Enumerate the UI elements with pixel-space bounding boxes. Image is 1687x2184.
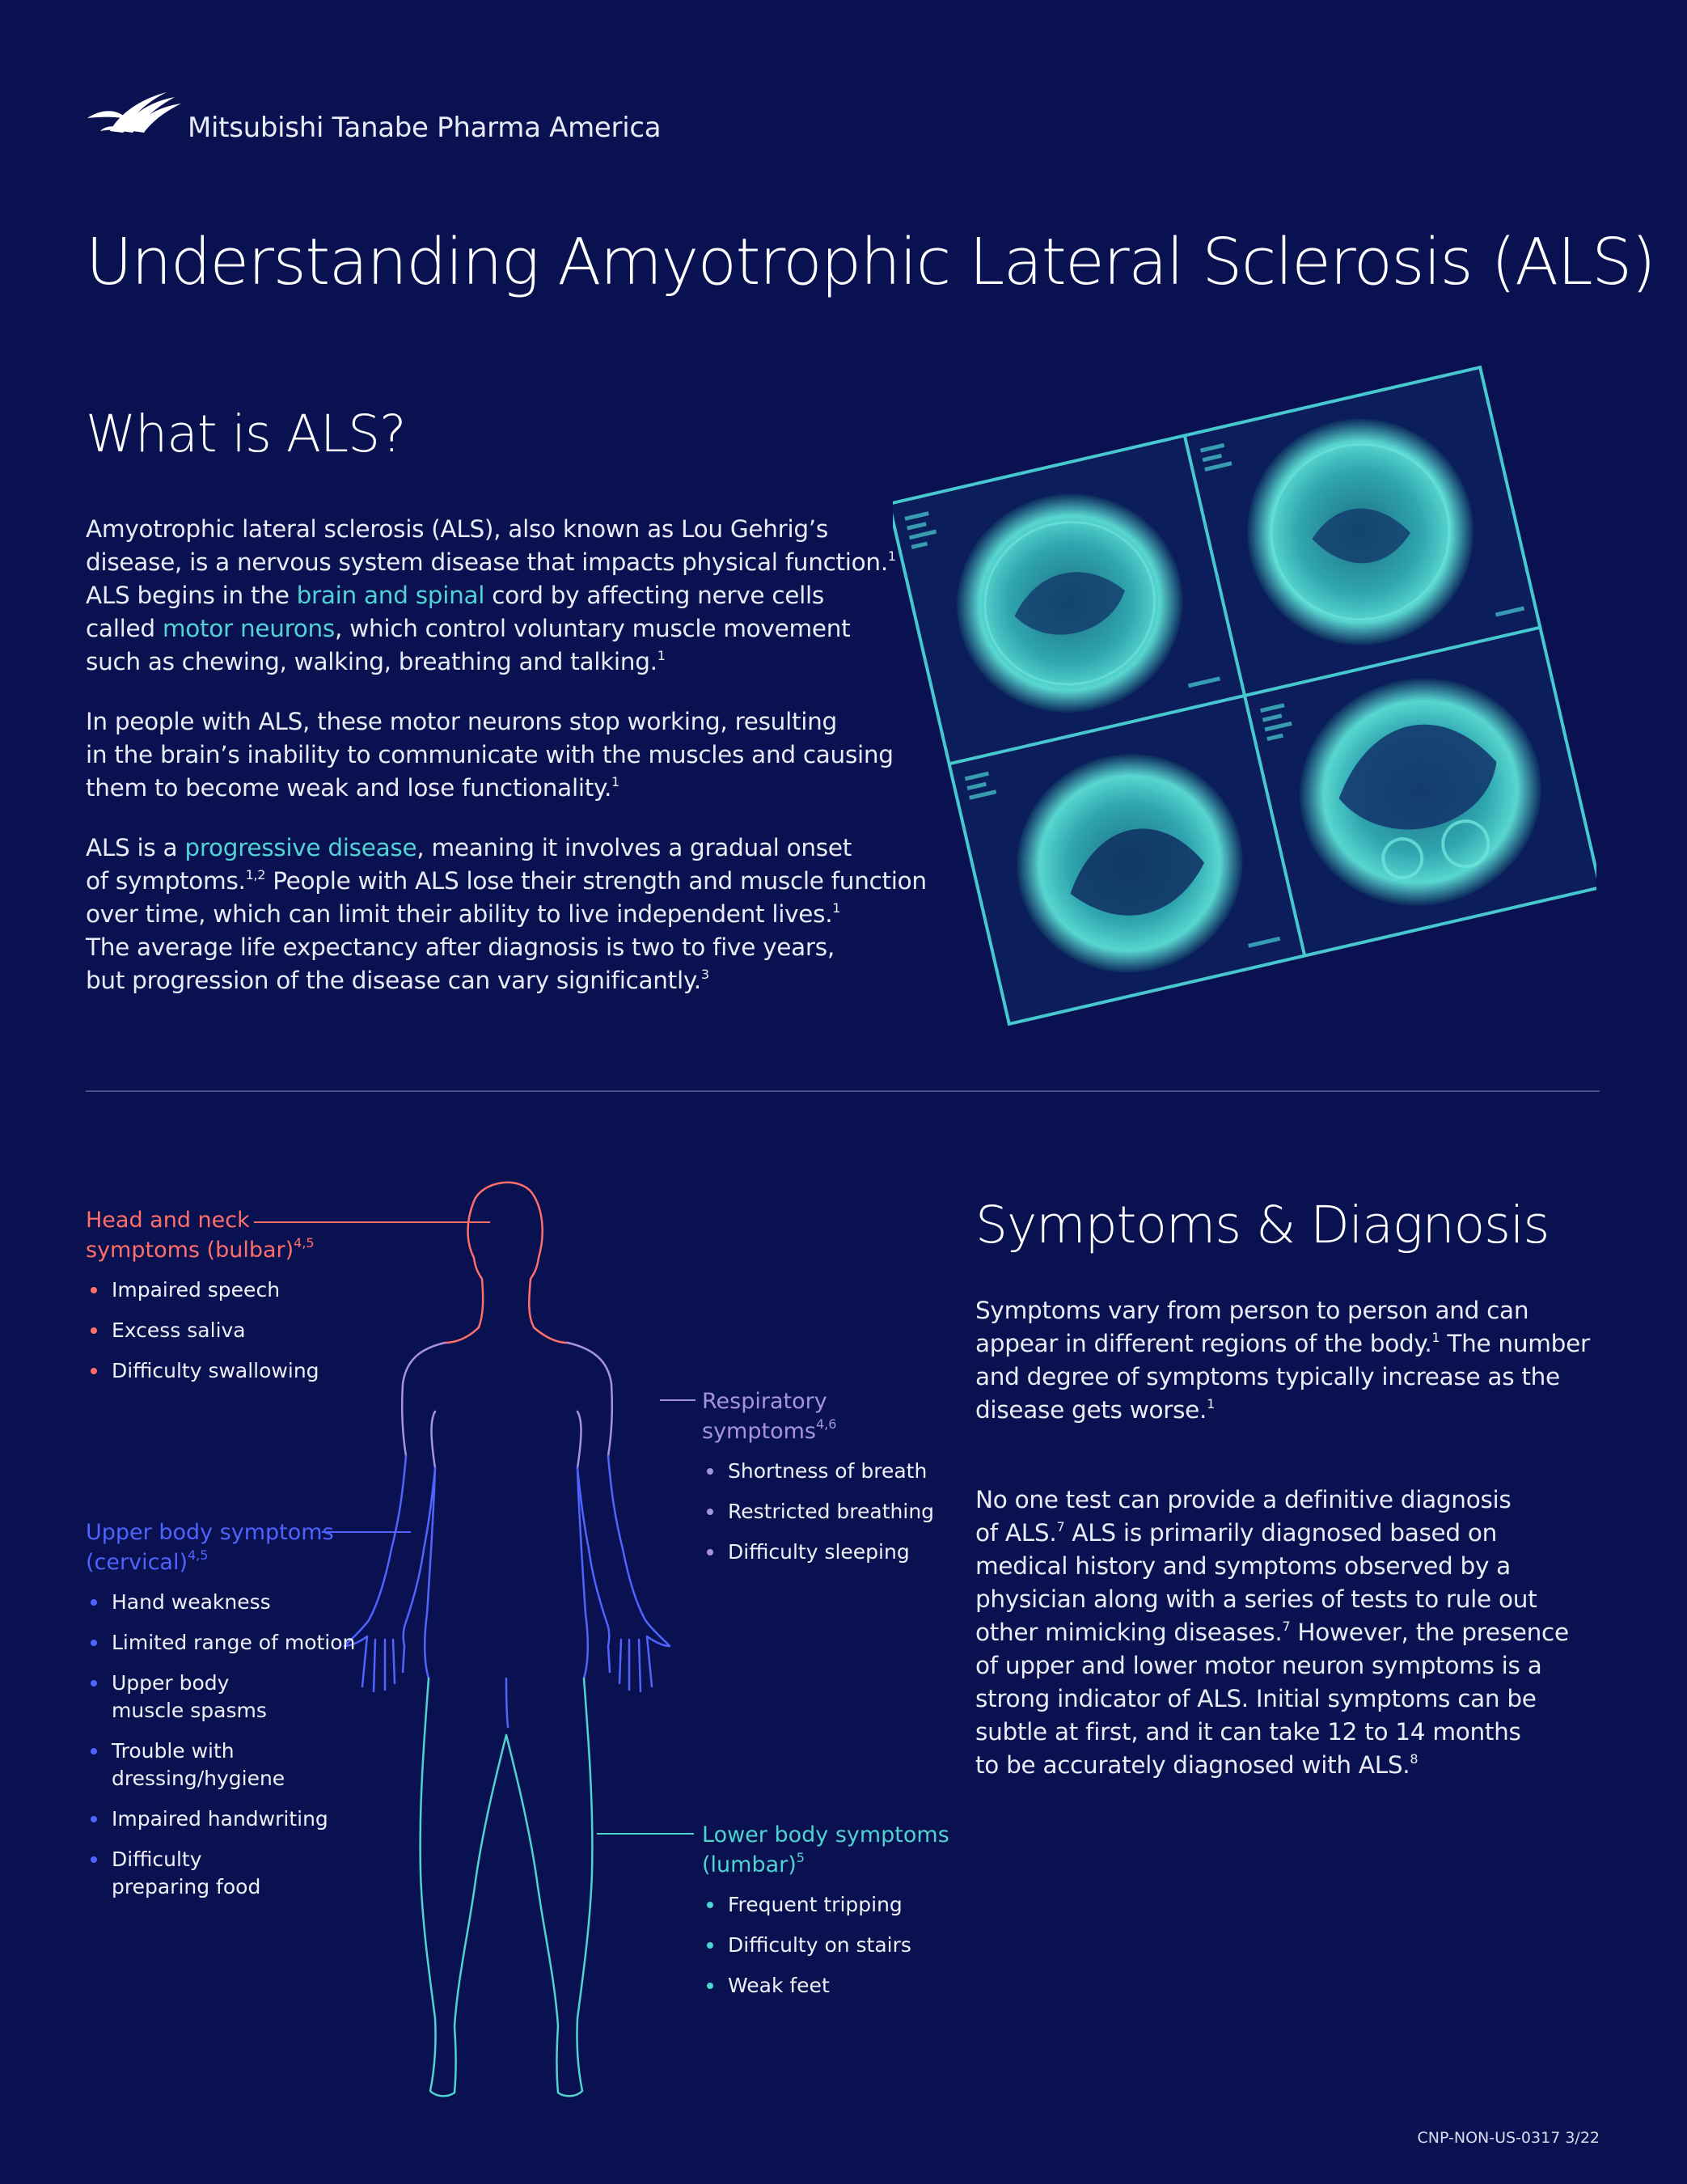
list-item: Impaired speech (86, 1276, 319, 1304)
list-item: Difficulty sleeping (702, 1539, 934, 1566)
cervical-symptom-group (86, 1517, 355, 1914)
list-item: Hand weakness (86, 1589, 355, 1616)
list-item: Frequent tripping (702, 1891, 949, 1919)
list-item: Restricted breathing (702, 1498, 934, 1526)
company-logo (86, 84, 183, 141)
respiratory-title: Respiratory symptoms$^{4,6}$ (702, 1389, 837, 1444)
highlight-motor-neurons: motor neurons (162, 615, 335, 642)
bulbar-symptom-group (86, 1205, 319, 1398)
human-body-figure (340, 1177, 736, 2107)
list-item: Limited range of motion (86, 1629, 355, 1657)
list-item: Impaired handwriting (86, 1805, 355, 1833)
mri-scan-image (893, 364, 1596, 1027)
symptoms-text: Symptoms vary from person to person and can appear in different regions of the body.$^1$ The number and degree of symptoms typically increase as the disease gets worse.$^1$ (975, 1297, 1590, 1424)
list-item: Difficulty preparing food (86, 1846, 355, 1901)
diagnosis-text: No one test can provide a definitive diagnosis of ALS.$^7$ ALS is primarily diagnosed based on medical history and symptoms observed by a physician along with a series of tests to rule out other mimicking diseases.$^7$ However, the presence of upper and lower motor neuron symptoms is a strong indicator of ALS. Initial symptoms can be subtle at first, and it can take 12 to 14 months to be accurately diagnosed with ALS.$^8$ (975, 1486, 1569, 1779)
list-item: Shortness of breath (702, 1458, 934, 1485)
highlight-progressive-disease: progressive disease (184, 834, 417, 861)
list-item: Trouble with dressing/hygiene (86, 1737, 355, 1792)
respiratory-connector-line (660, 1399, 696, 1401)
what-is-als-heading: What is ALS? (86, 404, 406, 463)
lumbar-title: Lower body symptoms (lumbar)$^5$ (702, 1822, 949, 1877)
cervical-title: Upper body symptoms (cervical)$^{4,5}$ (86, 1520, 334, 1575)
what-is-als-text: Amyotrophic lateral sclerosis (ALS), also known as Lou Gehrig’s disease, is a nervous system disease that impacts physical function.$^1$ ALS begins in the brain and spinal cord by affecting nerve cells called motor neurons, which control voluntary muscle movement such as chewing, walking, breathing and talking.$^1$ In people with ALS, these motor neurons stop working, resulting in the brain’s inability to communicate with the muscles and causing them to become weak and lose functionality.$^1$ ALS is a progressive disease, meaning it involves a gradual onset of symptoms.$^{1,2}$ People with ALS lose their strength and muscle function over time, which can limit their ability to live independent lives.$^1$ The average life expectancy after diagnosis is two to five years, but progression of the disease can vary significantly.$^3$ (86, 515, 927, 994)
page-title: Understanding Amyotrophic Lateral Sclerosis (ALS) (86, 225, 1655, 299)
brand-name: Mitsubishi Tanabe Pharma America (188, 112, 662, 144)
list-item: Difficulty on stairs (702, 1932, 949, 1959)
highlight-brain-spinal: brain and spinal (296, 582, 485, 609)
respiratory-symptom-group (702, 1386, 934, 1579)
lumbar-symptom-group (702, 1820, 949, 2013)
list-item: Excess saliva (86, 1317, 319, 1344)
bulbar-title: Head and neck symptoms (bulbar)$^{4,5}$ (86, 1208, 315, 1263)
symptoms-diagnosis-heading: Symptoms & Diagnosis (975, 1196, 1550, 1255)
lumbar-connector-line (597, 1833, 694, 1835)
list-item: Difficulty swallowing (86, 1357, 319, 1385)
list-item: Weak feet (702, 1972, 949, 2000)
list-item: Upper body muscle spasms (86, 1670, 355, 1725)
document-code: CNP-NON-US-0317 3/22 (1417, 2129, 1600, 2147)
section-divider (86, 1090, 1600, 1092)
